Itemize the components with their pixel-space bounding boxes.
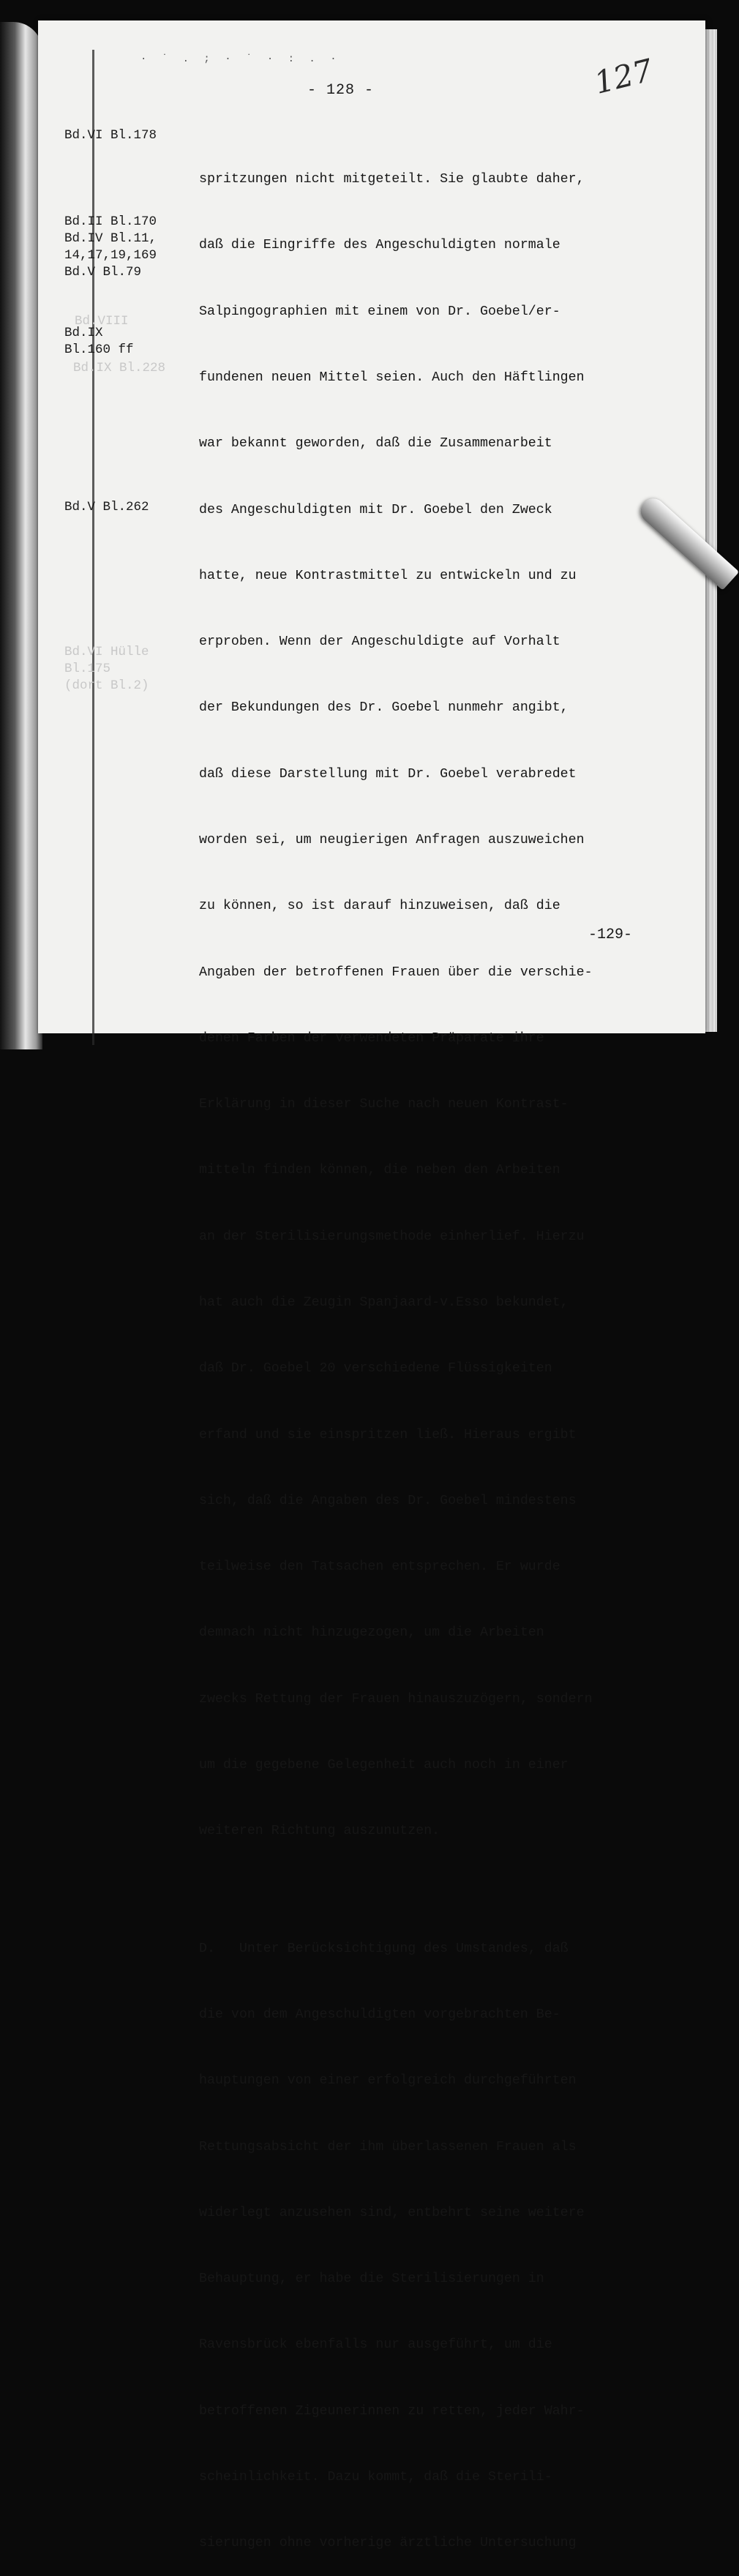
section-d-line: hauptungen von einer erfolgreich durchgeführten <box>199 2073 577 2089</box>
body-text <box>199 124 660 2576</box>
handwritten-folio-number: 127 <box>590 52 656 101</box>
next-page-reference: -129- <box>588 926 633 943</box>
section-d-line: die von dem Angeschuldigten vorgebrachten Be- <box>199 2007 560 2022</box>
margin-ref-4: Bd.V Bl.262 <box>64 500 149 514</box>
body-line: denen Farben der verwendeten Präparate ihre <box>199 1030 544 1046</box>
paragraph-gap <box>199 1887 660 1894</box>
faded-ref-3: Bd.VI Hülle Bl.175 (dort Bl.2) <box>64 645 149 693</box>
body-line: worden sei, um neugierigen Anfragen auszuweichen <box>199 833 585 847</box>
faded-ref-1: Bd.VIII <box>75 314 129 329</box>
margin-ref-3: Bd.IX Bl.160 ff <box>64 326 134 357</box>
body-line: hat auch die Zeugin Spanjaard-v.Esso bekundet, <box>199 1295 569 1310</box>
page-number: - 128 - <box>307 82 375 99</box>
body-line: der Bekundungen des Dr. Goebel nunmehr angibt, <box>199 700 569 716</box>
body-line: fundenen neuen Mittel seien. Auch den Häftlingen <box>199 370 585 386</box>
binder-ring-edge <box>0 22 42 1049</box>
section-d-line: Rettungsabsicht der ihm überlassenen Frauen als <box>199 2139 577 2154</box>
body-line: spritzungen nicht mitgeteilt. Sie glaubte daher, <box>199 172 585 187</box>
body-line: an der Sterilisierungsmethode einherlief. Hierzu <box>199 1229 585 1244</box>
section-d-line: widerlegt anzusehen sind, entbehrt seine weitere <box>199 2205 585 2220</box>
margin-ref-1: Bd.VI Bl.178 <box>64 128 157 143</box>
body-line: daß die Eingriffe des Angeschuldigten normale <box>199 238 560 253</box>
scan-specks: · ˙ . ; · ˙ · : . · <box>140 53 341 65</box>
section-d-line: scheinlichkeit. Dazu kommt, daß die Sterili- <box>199 2469 552 2485</box>
section-d-line: sierungen ohne vorherige ärztliche Untersuchung <box>199 2536 577 2551</box>
body-line: daß diese Darstellung mit Dr. Goebel verabredet <box>199 766 577 782</box>
body-line: zu können, so ist darauf hinzuweisen, daß die <box>199 899 560 914</box>
body-line: mitteln finden können, die neben den Arbeiten <box>199 1163 560 1178</box>
section-d-line: Behauptung, er habe die Sterilisierungen in <box>199 2272 544 2287</box>
body-line: um die gegebene Gelegenheit auch noch in einer <box>199 1757 569 1772</box>
body-line: hatte, neue Kontrastmittel zu entwickeln und zu <box>199 568 577 583</box>
section-d-line: Ravensbrück ebenfalls nur ausgeführt, um die <box>199 2337 552 2353</box>
body-line: erfand und sie einspritzen ließ. Hieraus ergibt <box>199 1427 577 1442</box>
body-line: zwecks Rettung der Frauen hinauszuzögern, sondern <box>199 1691 593 1707</box>
body-line: daß Dr. Goebel 20 verschiedene Flüssigkeiten <box>199 1361 552 1377</box>
body-line: teilweise den Tatsachen entsprechen. Er wurde <box>199 1560 560 1575</box>
body-line: Erklärung in dieser Suche nach neuen Kontrast- <box>199 1097 569 1112</box>
margin-ref-2: Bd.II Bl.170 Bd.IV Bl.11, 14,17,19,169 Bd.V Bl.79 <box>64 214 157 280</box>
body-line: Angaben der betroffenen Frauen über die verschie- <box>199 965 593 980</box>
body-line: demnach nicht hinzugezogen, um die Arbeiten <box>199 1625 544 1641</box>
body-line: war bekannt geworden, daß die Zusammenarbeit <box>199 436 552 452</box>
faded-ref-2: Bd.IX Bl.228 <box>73 361 166 375</box>
margin-rule <box>92 50 94 1045</box>
section-d-line: D. Unter Berücksichtigung des Umstandes, daß <box>199 1941 569 1956</box>
body-line: Salpingographien mit einem von Dr. Goebel/er- <box>199 304 560 319</box>
body-line: sich, daß die Angaben des Dr. Goebel mindestens <box>199 1493 577 1508</box>
body-line: des Angeschuldigten mit Dr. Goebel den Zweck <box>199 502 552 517</box>
body-line: erproben. Wenn der Angeschuldigte auf Vorhalt <box>199 634 560 650</box>
section-d-line: betroffenen Zigeunerinnen zu retten, jeder Wahr- <box>199 2403 585 2419</box>
body-line: weiteren Richtung auszunutzen. <box>199 1824 440 1839</box>
